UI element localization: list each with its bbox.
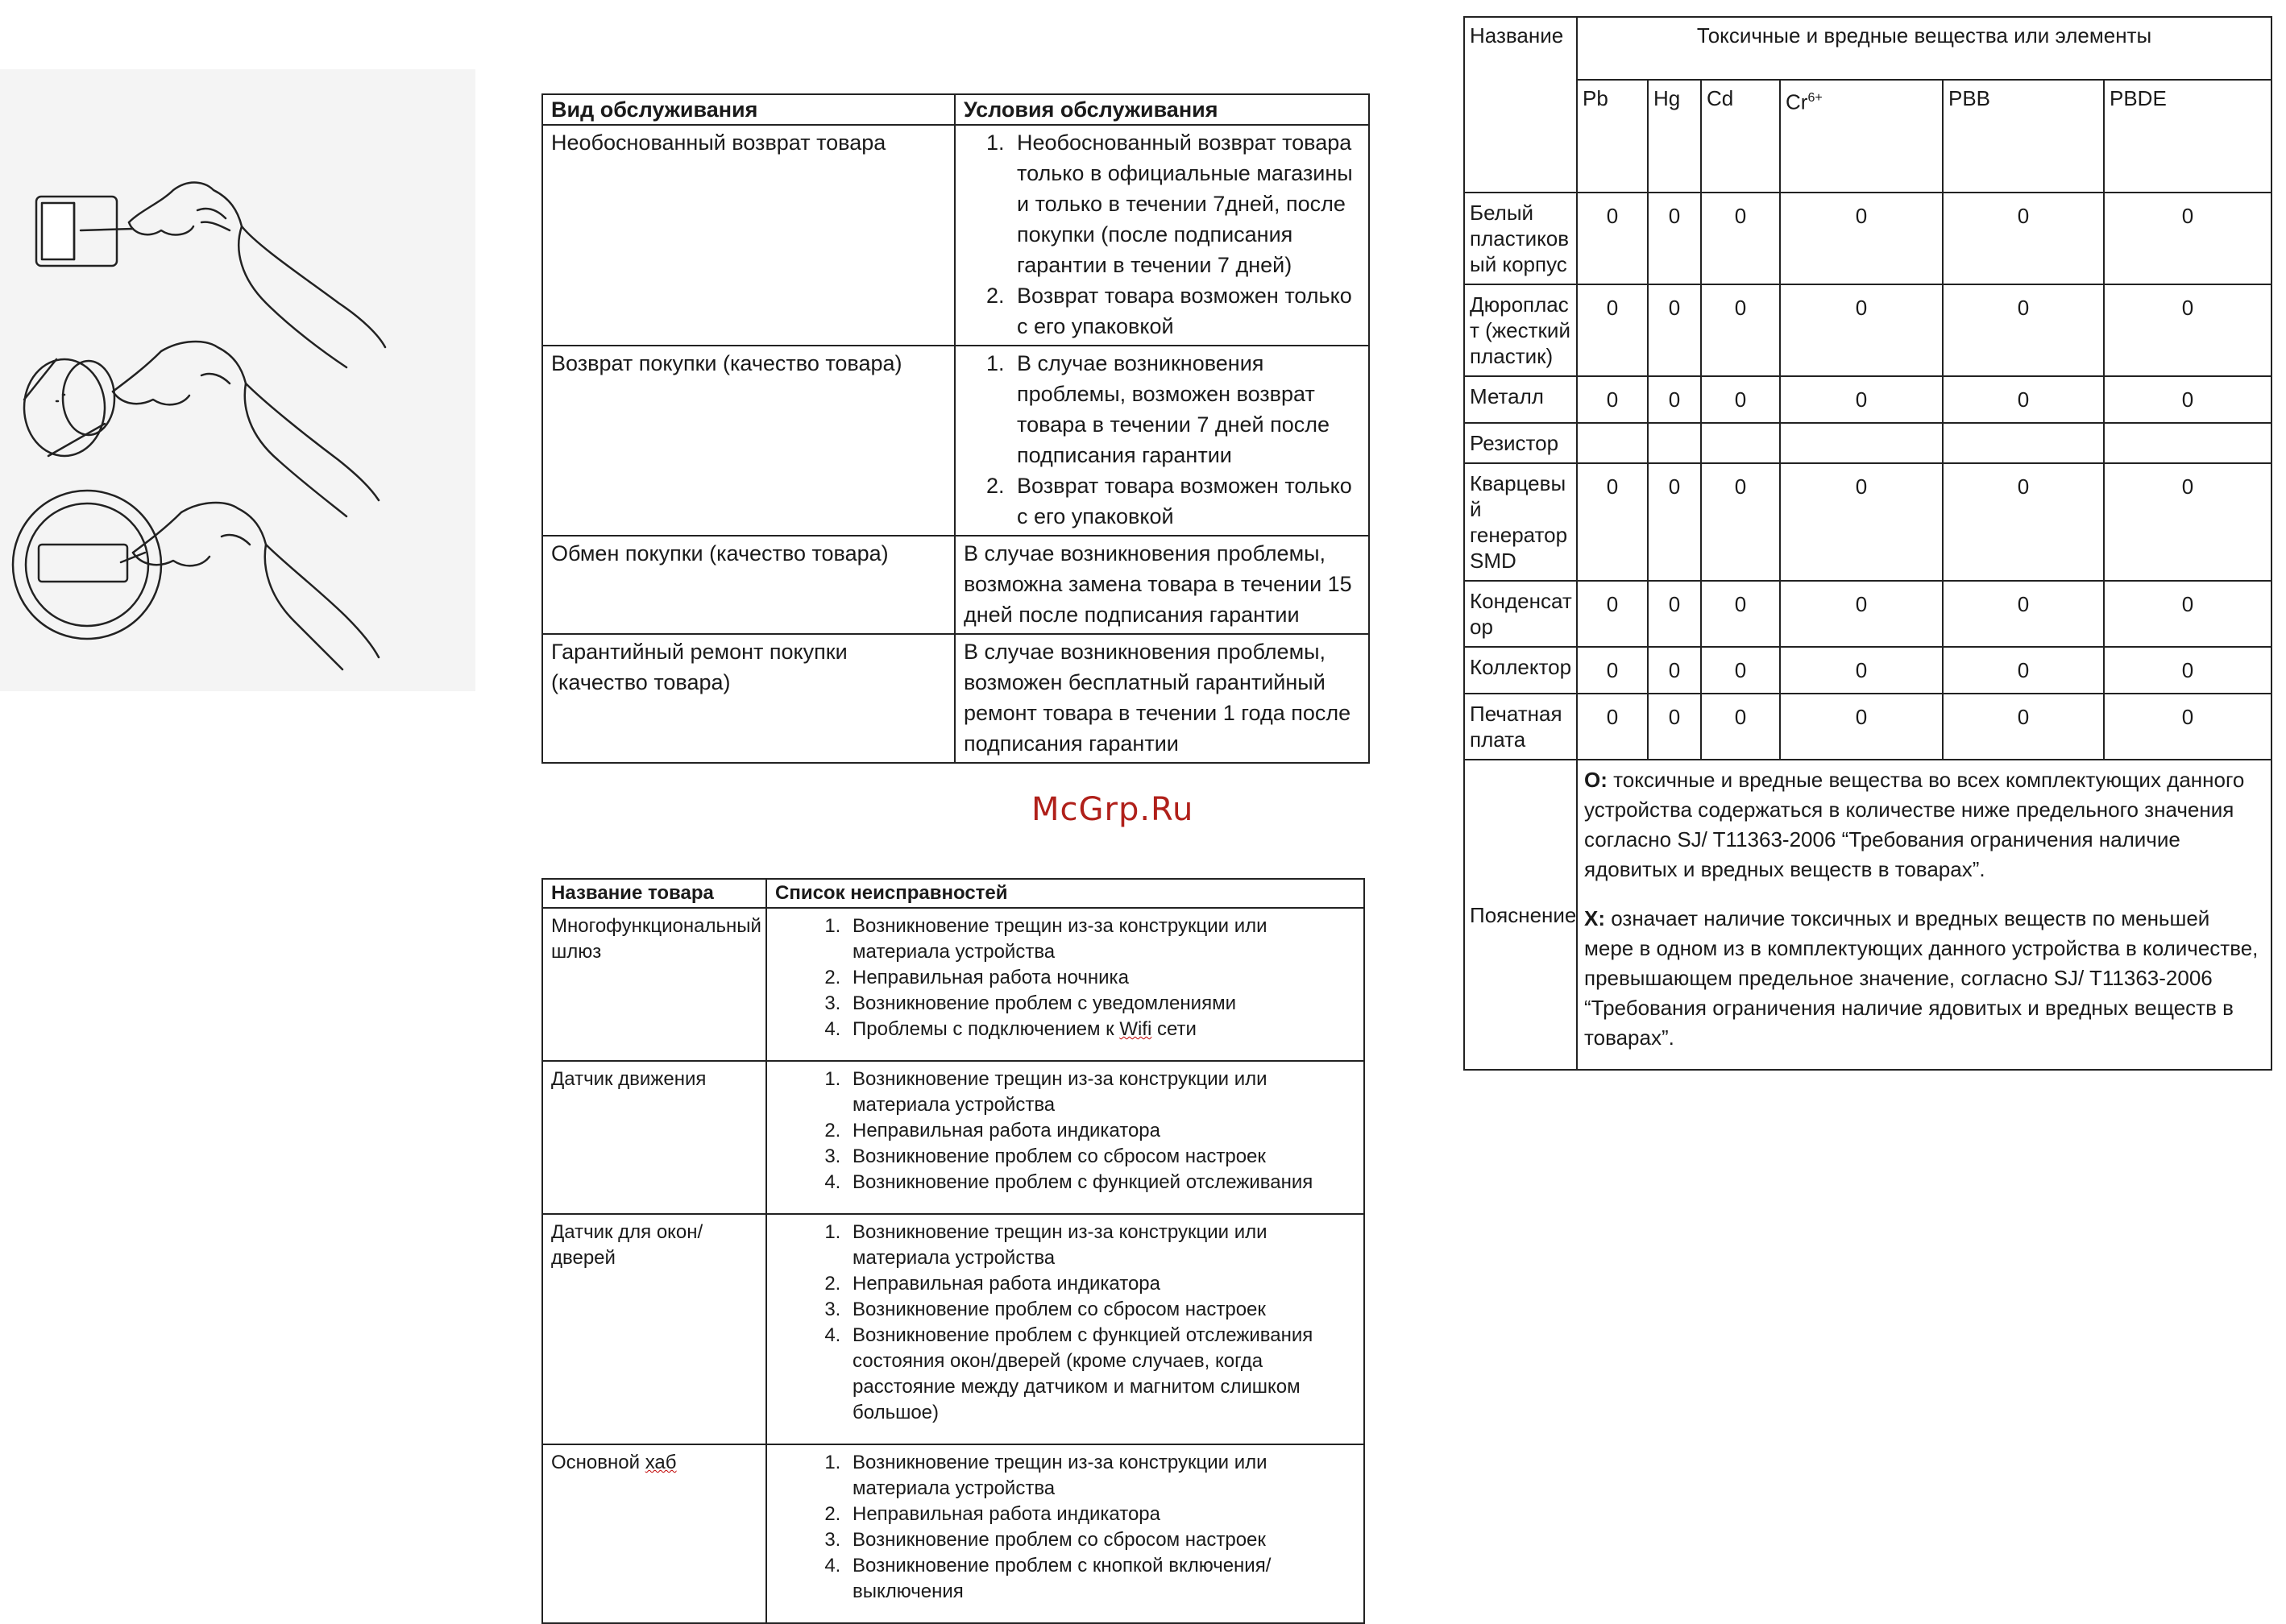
list-item: 4. Возникновение проблем с кнопкой включения/выключения — [846, 1553, 1355, 1605]
value-cell — [2104, 423, 2271, 463]
value-cell: 0 — [1780, 581, 1943, 647]
table-row — [1464, 376, 2271, 423]
table-row — [542, 346, 1369, 536]
value-cell: 0 — [2104, 694, 2271, 760]
list-item: 1. Возникновение трещин из-за конструкции или материала устройства — [846, 1067, 1355, 1118]
list-item: 1. В случае возникновения проблемы, возможен возврат товара в течении 7 дней после подписания гарантии — [1010, 348, 1360, 470]
value-cell: 0 — [2104, 647, 2271, 694]
list-item: 2. Возврат товара возможен только с его упаковкой — [1010, 470, 1360, 532]
service-type-header: Вид обслуживания — [542, 94, 955, 125]
note-label: Пояснение — [1464, 760, 1577, 1070]
faults-cell — [766, 908, 1364, 1061]
value-cell: 0 — [1780, 647, 1943, 694]
component-name-cell: Конденсат ор — [1464, 581, 1577, 647]
product-name-header: Название товара — [542, 879, 766, 908]
table-row — [542, 1061, 1364, 1214]
hazard-rows — [1464, 193, 2271, 760]
component-name-cell: Металл — [1464, 376, 1577, 423]
value-cell: 0 — [1701, 647, 1780, 694]
product-name-cell: Датчик для окон/дверей — [542, 1214, 766, 1444]
value-cell: 0 — [1780, 463, 1943, 581]
list-item: 2. Возврат товара возможен только с его упаковкой — [1010, 280, 1360, 342]
element-header-pbb: PBB — [1943, 80, 2104, 193]
service-conditions-cell — [955, 125, 1369, 346]
faults-list — [775, 914, 1355, 1042]
note-x-text: означает наличие токсичных и вредных веществ по меньшей мере в одном из в комплектующих данного устройства в количестве, превышающем предельное значение, согласно SJ/ T11363-2006 “Требования ограничения наличие ядовитых и вредных веществ в товарах”. — [1584, 906, 2259, 1050]
table-row — [1464, 284, 2271, 376]
watermark: McGrp.Ru — [1031, 791, 1194, 828]
value-cell: 0 — [2104, 463, 2271, 581]
value-cell: 0 — [1577, 284, 1648, 376]
table-row — [542, 125, 1369, 346]
note-o-key: O: — [1584, 768, 1608, 792]
table-row — [542, 634, 1369, 763]
element-header-cr — [1780, 80, 1943, 193]
faults-cell — [766, 1061, 1364, 1214]
component-name-cell: Резистор — [1464, 423, 1577, 463]
value-cell: 0 — [1577, 193, 1648, 284]
list-item: 4. Возникновение проблем с функцией отслеживания состояния окон/дверей (кроме случаев, когда расстояние между датчиком и магнитом слишком большое) — [846, 1323, 1355, 1426]
table-header-row — [542, 94, 1369, 125]
list-item: 4. Возникновение проблем с функцией отслеживания — [846, 1170, 1355, 1195]
hazardous-substances-table — [1463, 16, 2272, 1071]
table-row — [542, 536, 1369, 634]
faults-list — [775, 1450, 1355, 1605]
value-cell: 0 — [2104, 376, 2271, 423]
value-cell: 0 — [1701, 463, 1780, 581]
elements-header-row — [1464, 80, 2271, 193]
value-cell: 0 — [1701, 376, 1780, 423]
value-cell: 0 — [1701, 694, 1780, 760]
value-cell: 0 — [1701, 284, 1780, 376]
value-cell: 0 — [2104, 193, 2271, 284]
service-type-cell: Гарантийный ремонт покупки (качество товара) — [542, 634, 955, 763]
note-o-text: токсичные и вредные вещества во всех комплектующих данного устройства содержаться в количестве ниже предельного значения согласно SJ/ T11363-2006 “Требования ограничения наличие ядовитых и вредных веществ в товарах”. — [1584, 768, 2245, 881]
table-row — [1464, 647, 2271, 694]
value-cell: 0 — [2104, 581, 2271, 647]
value-cell: 0 — [1943, 694, 2104, 760]
value-cell: 0 — [1780, 694, 1943, 760]
list-item: 2. Неправильная работа индикатора — [846, 1271, 1355, 1297]
table-row — [542, 908, 1364, 1061]
conditions-list — [964, 348, 1360, 532]
component-name-cell: Коллектор — [1464, 647, 1577, 694]
list-item: 3. Возникновение проблем со сбросом настроек — [846, 1144, 1355, 1170]
value-cell: 0 — [1943, 284, 2104, 376]
value-cell: 0 — [1648, 284, 1701, 376]
faults-list-header: Список неисправностей — [766, 879, 1364, 908]
component-name-cell: Белый пластиков ый корпус — [1464, 193, 1577, 284]
list-item: 3. Возникновение проблем со сбросом настроек — [846, 1297, 1355, 1323]
value-cell: 0 — [1577, 463, 1648, 581]
faults-list — [775, 1220, 1355, 1426]
value-cell: 0 — [1780, 376, 1943, 423]
list-item: 2. Неправильная работа ночника — [846, 965, 1355, 991]
name-header: Название — [1464, 17, 1577, 193]
list-item: 3. Возникновение проблем со сбросом настроек — [846, 1527, 1355, 1553]
table-row — [1464, 423, 2271, 463]
product-name-cell: Основной хаб — [542, 1444, 766, 1623]
value-cell: 0 — [1701, 581, 1780, 647]
conditions-list — [964, 127, 1360, 342]
service-conditions-header: Условия обслуживания — [955, 94, 1369, 125]
value-cell — [1780, 423, 1943, 463]
value-cell — [1943, 423, 2104, 463]
element-header-pbde: PBDE — [2104, 80, 2271, 193]
table-row — [542, 1444, 1364, 1623]
value-cell: 0 — [1577, 694, 1648, 760]
product-name-cell: Датчик движения — [542, 1061, 766, 1214]
cr-superscript: 6+ — [1807, 91, 1823, 105]
service-type-cell: Обмен покупки (качество товара) — [542, 536, 955, 634]
faults-cell — [766, 1214, 1364, 1444]
list-item: 1. Необоснованный возврат товара только в официальные магазины и только в течении 7дней, после покупки (после подписания гарантии в течении 7 дней) — [1010, 127, 1360, 280]
service-conditions-cell — [955, 346, 1369, 536]
element-header-cd: Cd — [1701, 80, 1780, 193]
table-header-row — [1464, 17, 2271, 80]
value-cell: 0 — [1943, 193, 2104, 284]
installation-illustration — [0, 69, 475, 691]
value-cell: 0 — [2104, 284, 2271, 376]
component-name-cell: Кварцевы й генератор SMD — [1464, 463, 1577, 581]
table-row — [1464, 581, 2271, 647]
value-cell: 0 — [1648, 376, 1701, 423]
service-type-cell: Возврат покупки (качество товара) — [542, 346, 955, 536]
faults-cell — [766, 1444, 1364, 1623]
list-item: 2. Неправильная работа индикатора — [846, 1118, 1355, 1144]
value-cell: 0 — [1648, 647, 1701, 694]
value-cell: 0 — [1648, 193, 1701, 284]
table-row — [1464, 694, 2271, 760]
spellcheck-underline: хаб — [645, 1452, 677, 1473]
list-item: 3. Возникновение проблем с уведомлениями — [846, 991, 1355, 1017]
substances-group-header: Токсичные и вредные вещества или элементы — [1577, 17, 2271, 80]
list-item: 1. Возникновение трещин из-за конструкции или материала устройства — [846, 914, 1355, 965]
value-cell: 0 — [1648, 694, 1701, 760]
value-cell: 0 — [1943, 463, 2104, 581]
table-header-row — [542, 879, 1364, 908]
service-type-cell: Необоснованный возврат товара — [542, 125, 955, 346]
value-cell: 0 — [1577, 647, 1648, 694]
value-cell: 0 — [1780, 284, 1943, 376]
service-conditions-table — [541, 93, 1370, 764]
service-conditions-cell: В случае возникновения проблемы, возможен бесплатный гарантийный ремонт товара в течении 1 года после подписания гарантии — [955, 634, 1369, 763]
faults-table — [541, 878, 1365, 1624]
list-item: 2. Неправильная работа индикатора — [846, 1502, 1355, 1527]
value-cell — [1701, 423, 1780, 463]
list-item: 1. Возникновение трещин из-за конструкции или материала устройства — [846, 1220, 1355, 1271]
value-cell: 0 — [1648, 581, 1701, 647]
value-cell: 0 — [1577, 376, 1648, 423]
value-cell: 0 — [1577, 581, 1648, 647]
value-cell: 0 — [1780, 193, 1943, 284]
value-cell: 0 — [1701, 193, 1780, 284]
element-header-hg: Hg — [1648, 80, 1701, 193]
note-o — [1584, 765, 2264, 884]
value-cell: 0 — [1648, 463, 1701, 581]
table-row — [542, 1214, 1364, 1444]
table-row — [1464, 193, 2271, 284]
product-name-cell: Многофункциональный шлюз — [542, 908, 766, 1061]
note-row — [1464, 760, 2271, 1070]
service-conditions-cell: В случае возникновения проблемы, возможна замена товара в течении 15 дней после подписания гарантии — [955, 536, 1369, 634]
value-cell — [1648, 423, 1701, 463]
table-row — [1464, 463, 2271, 581]
value-cell: 0 — [1943, 581, 2104, 647]
list-item: 4. Проблемы с подключением к Wifi сети — [846, 1017, 1355, 1042]
faults-list — [775, 1067, 1355, 1195]
hands-sensors-drawing — [0, 69, 475, 691]
value-cell: 0 — [1943, 376, 2104, 423]
component-name-cell: Дюроплас т (жесткий пластик) — [1464, 284, 1577, 376]
component-name-cell: Печатная плата — [1464, 694, 1577, 760]
value-cell — [1577, 423, 1648, 463]
element-header-pb: Pb — [1577, 80, 1648, 193]
note-cell — [1577, 760, 2271, 1070]
value-cell: 0 — [1943, 647, 2104, 694]
spellcheck-underline: Wifi — [1119, 1018, 1152, 1040]
cr-symbol: Cr — [1786, 89, 1808, 114]
note-x-key: X: — [1584, 906, 1605, 930]
note-x — [1584, 904, 2264, 1053]
list-item: 1. Возникновение трещин из-за конструкции или материала устройства — [846, 1450, 1355, 1502]
